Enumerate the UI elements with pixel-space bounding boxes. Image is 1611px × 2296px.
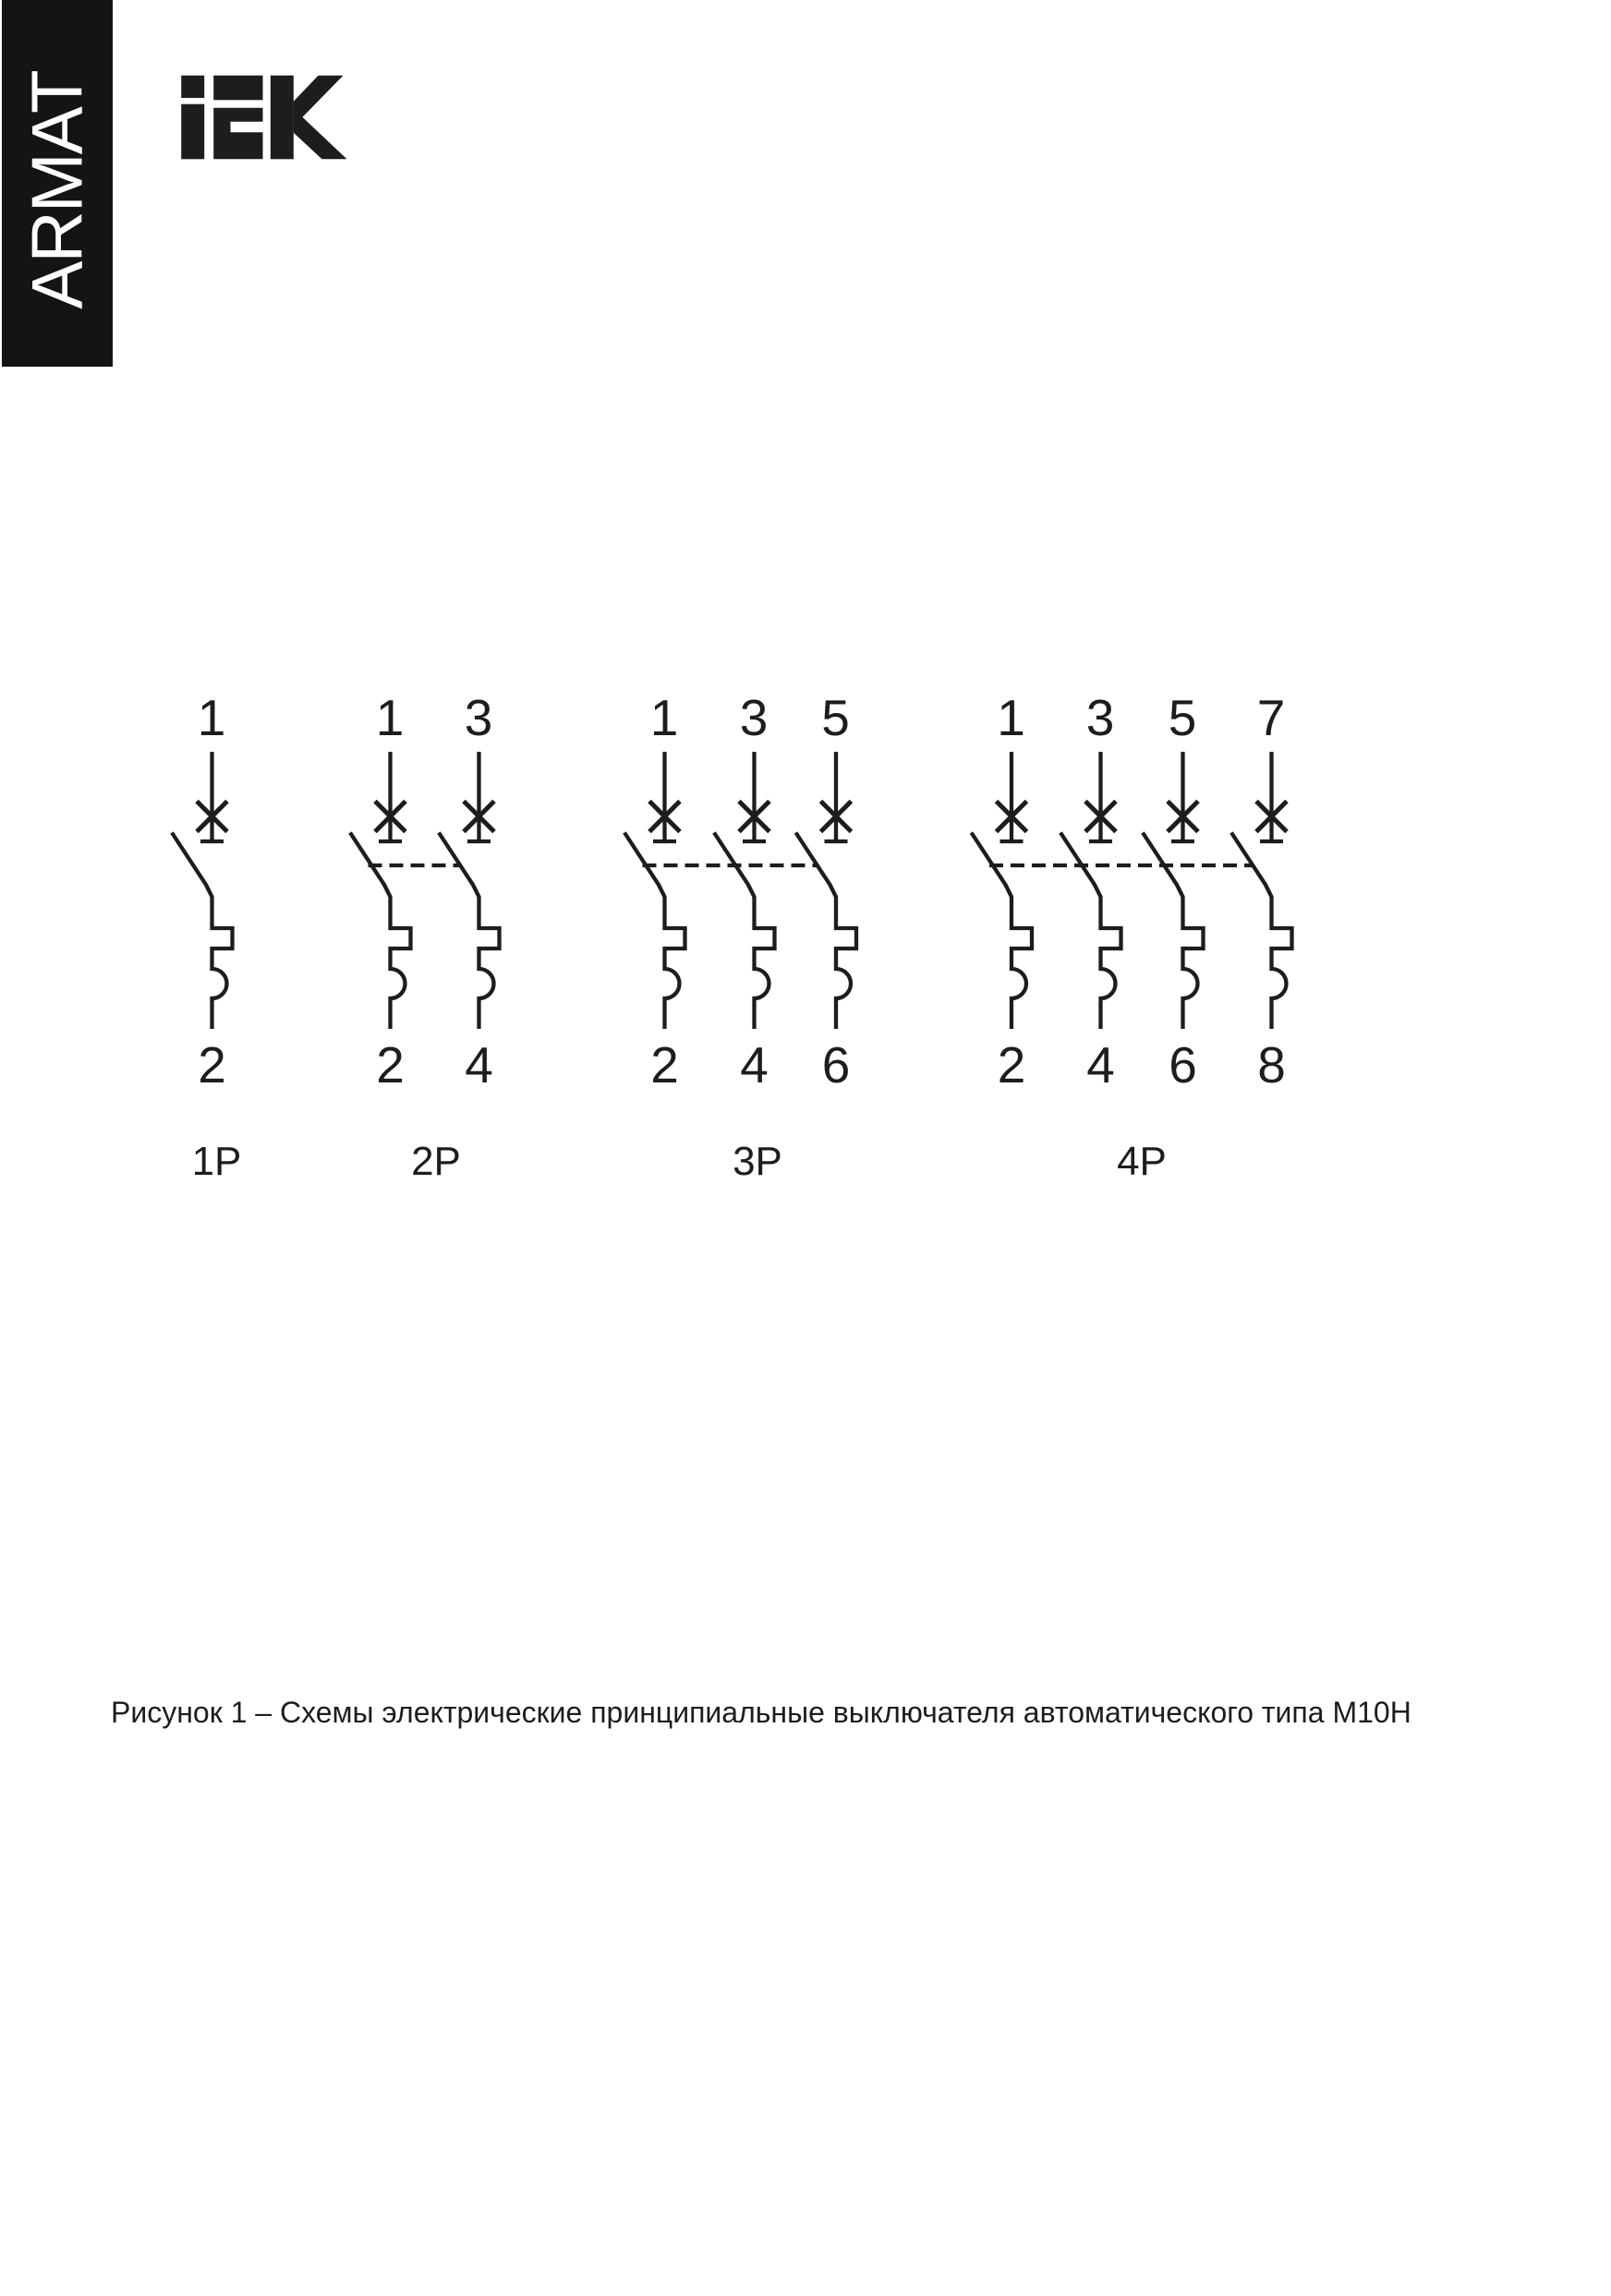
pole-group-label: 3P bbox=[733, 1139, 782, 1184]
terminal-number-top: 1 bbox=[375, 689, 405, 746]
terminal-number-top: 3 bbox=[1085, 689, 1115, 746]
pole-symbol bbox=[1231, 833, 1292, 1030]
pole-group-label: 4P bbox=[1117, 1139, 1167, 1184]
terminal-number-bottom: 2 bbox=[650, 1036, 679, 1094]
terminal-number-bottom: 6 bbox=[821, 1036, 851, 1094]
terminal-number-bottom: 4 bbox=[465, 1036, 493, 1094]
figure-caption: Рисунок 1 – Схемы электрические принципиальные выключателя автоматического типа М10Н bbox=[111, 1696, 1411, 1729]
pole-symbol bbox=[439, 833, 500, 1030]
terminal-number-top: 5 bbox=[821, 689, 850, 746]
terminal-number-bottom: 8 bbox=[1257, 1036, 1286, 1094]
pole-symbol bbox=[714, 833, 775, 1030]
pole-group-label: 1P bbox=[191, 1139, 242, 1184]
pole-symbol bbox=[972, 833, 1033, 1030]
terminal-number-bottom: 2 bbox=[376, 1036, 405, 1094]
terminal-number-bottom: 4 bbox=[740, 1036, 769, 1094]
pole-symbol bbox=[796, 833, 857, 1030]
terminal-number-top: 3 bbox=[464, 689, 493, 746]
terminal-number-top: 7 bbox=[1256, 689, 1286, 746]
terminal-number-top: 1 bbox=[197, 689, 226, 746]
terminal-number-bottom: 2 bbox=[198, 1036, 226, 1094]
terminal-number-top: 1 bbox=[997, 689, 1025, 746]
terminal-number-top: 3 bbox=[739, 689, 769, 746]
terminal-number-bottom: 2 bbox=[997, 1036, 1026, 1094]
pole-symbol bbox=[1060, 833, 1121, 1030]
pole-symbol bbox=[350, 833, 411, 1030]
pole-group-label: 2P bbox=[411, 1139, 461, 1184]
terminal-number-bottom: 4 bbox=[1086, 1036, 1115, 1094]
terminal-number-top: 1 bbox=[649, 689, 679, 746]
pole-symbol bbox=[624, 833, 685, 1030]
terminal-number-top: 5 bbox=[1168, 689, 1197, 746]
terminal-number-bottom: 6 bbox=[1169, 1036, 1197, 1094]
armat-brand-text: ARMAT bbox=[16, 70, 98, 309]
pole-symbol bbox=[172, 833, 233, 1030]
pole-symbol bbox=[1143, 833, 1204, 1030]
